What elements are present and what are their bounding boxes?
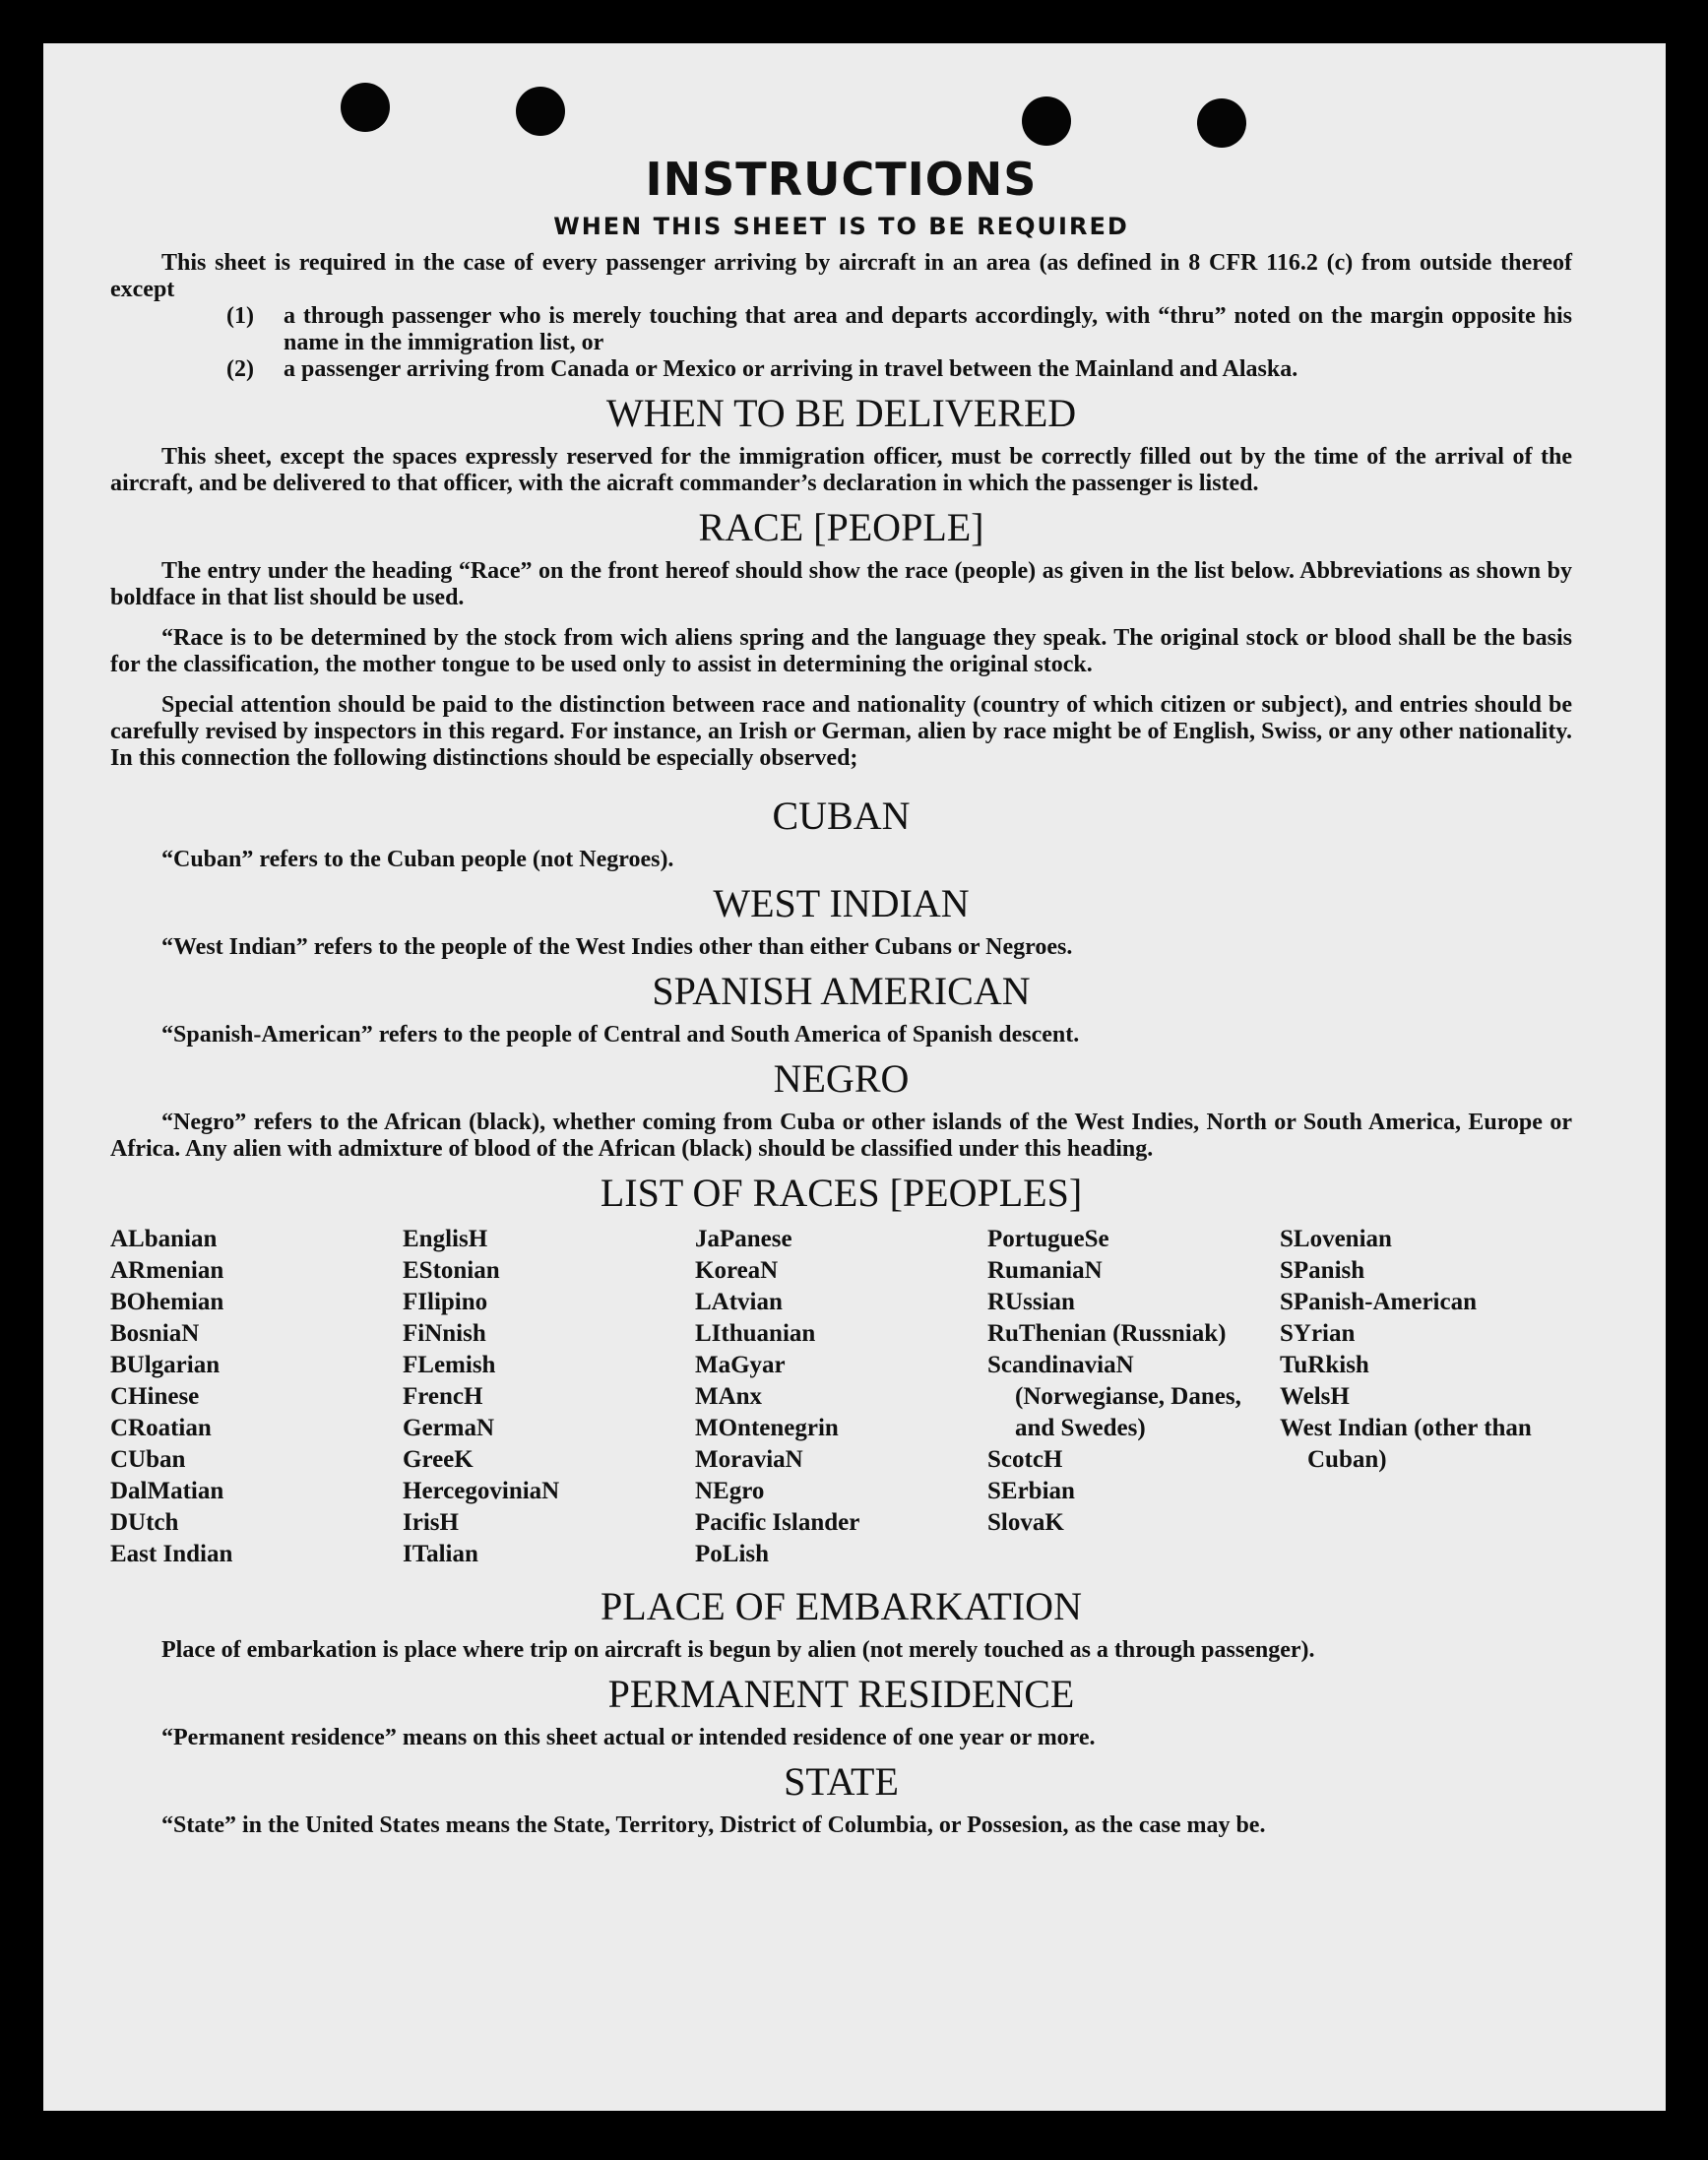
race-paragraph-3: Special attention should be paid to the distinction between race and nationality (country of which citizen or subject), and entries should be carefully revised by inspectors in this regard. For instance, an Irish or German, alien by race might be of English, Swiss, or any other nationality. In this connection the following distinctions should be especially observed; bbox=[110, 692, 1572, 771]
race-entry: East Indian bbox=[110, 1541, 233, 1567]
race-entry: IrisH bbox=[403, 1509, 459, 1536]
exception-item bbox=[110, 303, 1572, 356]
race-paragraph-2: “Race is to be determined by the stock from wich aliens spring and the language they speak. The original stock or blood shall be the basis for the classification, the mother tongue to be used only to assist in determining the original stock. bbox=[110, 625, 1572, 677]
race-entry: LIthuanian bbox=[695, 1320, 816, 1347]
race-entry: NEgro bbox=[695, 1478, 765, 1504]
negro-text: “Negro” refers to the African (black), whether coming from Cuba or other islands of the West Indies, North or South America, Europe or Africa. Any alien with admixture of blood of the African (black) should be classified under this heading. bbox=[110, 1110, 1572, 1162]
race-entry: GermaN bbox=[403, 1415, 495, 1441]
race-entry: DUtch bbox=[110, 1509, 179, 1536]
race-entry: MAnx bbox=[695, 1383, 763, 1410]
punch-hole bbox=[1022, 96, 1071, 146]
exception-number: (1) bbox=[226, 303, 254, 329]
race-entry: RUssian bbox=[987, 1289, 1075, 1315]
race-entry: PortugueSe bbox=[987, 1226, 1109, 1252]
race-entry: ScotcH bbox=[987, 1446, 1063, 1473]
race-entry: SYrian bbox=[1280, 1320, 1356, 1347]
instruction-sheet bbox=[43, 43, 1666, 2111]
race-entry: BosniaN bbox=[110, 1320, 200, 1347]
race-entry: MoraviaN bbox=[695, 1446, 803, 1473]
race-entry: EnglisH bbox=[403, 1226, 488, 1252]
race-entry: ALbanian bbox=[110, 1226, 218, 1252]
exception-text: a through passenger who is merely touching that area and departs accordingly, with “thru” noted on the margin opposite his name in the immigration list, or bbox=[284, 303, 1572, 355]
race-entry: SlovaK bbox=[987, 1509, 1064, 1536]
exception-item bbox=[110, 356, 1572, 383]
spanish-american-text: “Spanish-American” refers to the people of Central and South America of Spanish descent. bbox=[161, 1022, 1080, 1048]
section-heading-west-indian: WEST INDIAN bbox=[713, 881, 970, 925]
race-entry: SPanish bbox=[1280, 1257, 1365, 1284]
races-column bbox=[987, 1224, 1280, 1570]
race-paragraph-1: The entry under the heading “Race” on the front hereof should show the race (people) as given in the list below. Abbreviations as shown by boldface in that list should be used. bbox=[110, 558, 1572, 610]
race-entry: FIlipino bbox=[403, 1289, 488, 1315]
races-column bbox=[1280, 1224, 1572, 1570]
races-column bbox=[403, 1224, 695, 1570]
race-entry: SErbian bbox=[987, 1478, 1075, 1504]
race-entry: KoreaN bbox=[695, 1257, 779, 1284]
punch-hole bbox=[341, 83, 390, 132]
race-entry: BUlgarian bbox=[110, 1352, 221, 1378]
exception-list bbox=[110, 303, 1572, 383]
race-entry: LAtvian bbox=[695, 1289, 783, 1315]
race-entry: CUban bbox=[110, 1446, 186, 1473]
race-entry: RuThenian (Russniak) bbox=[987, 1320, 1227, 1347]
section-heading-state: STATE bbox=[784, 1759, 899, 1804]
races-column bbox=[695, 1224, 987, 1570]
delivered-text: This sheet, except the spaces expressly reserved for the immigration officer, must be correctly filled out by the time of the arrival of the aircraft, and be delivered to that officer, with the aicraft commander’s declaration in which the passenger is listed. bbox=[110, 444, 1572, 496]
race-entry: ScandinaviaN (Norwegianse, Danes, and Swedes) bbox=[987, 1352, 1241, 1441]
race-entry: FLemish bbox=[403, 1352, 496, 1378]
section-heading-residence: PERMANENT RESIDENCE bbox=[607, 1672, 1075, 1716]
exception-text: a passenger arriving from Canada or Mexico or arriving in travel between the Mainland and Alaska. bbox=[284, 356, 1298, 382]
race-entry: CHinese bbox=[110, 1383, 200, 1410]
section-heading-embarkation: PLACE OF EMBARKATION bbox=[601, 1584, 1082, 1628]
race-entry: ITalian bbox=[403, 1541, 478, 1567]
races-list bbox=[110, 1224, 1572, 1570]
race-entry: DalMatian bbox=[110, 1478, 224, 1504]
race-entry: JaPanese bbox=[695, 1226, 792, 1252]
race-entry: FrencH bbox=[403, 1383, 483, 1410]
race-entry: HercegoviniaN bbox=[403, 1478, 560, 1504]
section-heading-cuban: CUBAN bbox=[772, 794, 911, 838]
embarkation-text: Place of embarkation is place where trip on aircraft is begun by alien (not merely touched as a through passenger). bbox=[161, 1637, 1315, 1663]
section-heading-delivered: WHEN TO BE DELIVERED bbox=[605, 391, 1077, 435]
page-subtitle: WHEN THIS SHEET IS TO BE REQUIRED bbox=[553, 213, 1129, 240]
section-heading-race: RACE [PEOPLE] bbox=[698, 505, 984, 549]
race-entry: West Indian (other than Cuban) bbox=[1280, 1415, 1532, 1473]
race-entry: SPanish-American bbox=[1280, 1289, 1477, 1315]
punch-hole bbox=[516, 87, 565, 136]
residence-text: “Permanent residence” means on this sheet actual or intended residence of one year or more. bbox=[161, 1725, 1096, 1750]
race-entry: BOhemian bbox=[110, 1289, 224, 1315]
exception-number: (2) bbox=[226, 356, 254, 382]
cuban-text: “Cuban” refers to the Cuban people (not Negroes). bbox=[161, 847, 674, 872]
race-entry: PoLish bbox=[695, 1541, 770, 1567]
race-entry: TuRkish bbox=[1280, 1352, 1369, 1378]
race-entry: FiNnish bbox=[403, 1320, 486, 1347]
race-entry: ARmenian bbox=[110, 1257, 224, 1284]
race-entry: CRoatian bbox=[110, 1415, 212, 1441]
page-title: INSTRUCTIONS bbox=[645, 153, 1038, 206]
races-column bbox=[110, 1224, 403, 1570]
race-entry: SLovenian bbox=[1280, 1226, 1392, 1252]
race-entry: MaGyar bbox=[695, 1352, 786, 1378]
race-entry: WelsH bbox=[1280, 1383, 1350, 1410]
race-entry: EStonian bbox=[403, 1257, 500, 1284]
section-heading-spanish-american: SPANISH AMERICAN bbox=[652, 969, 1031, 1013]
punch-hole bbox=[1197, 98, 1246, 148]
race-entry: GreeK bbox=[403, 1446, 474, 1473]
required-intro: This sheet is required in the case of every passenger arriving by aircraft in an area (as defined in 8 CFR 116.2 (c) from outside thereof except bbox=[110, 250, 1572, 302]
race-entry: MOntenegrin bbox=[695, 1415, 839, 1441]
west-indian-text: “West Indian” refers to the people of the West Indies other than either Cubans or Negroes. bbox=[161, 934, 1073, 960]
section-heading-negro: NEGRO bbox=[773, 1056, 910, 1101]
race-entry: RumaniaN bbox=[987, 1257, 1103, 1284]
state-text: “State” in the United States means the State, Territory, District of Columbia, or Possesion, as the case may be. bbox=[161, 1812, 1266, 1838]
section-heading-list-of-races: LIST OF RACES [PEOPLES] bbox=[600, 1171, 1083, 1215]
race-entry: Pacific Islander bbox=[695, 1509, 860, 1536]
